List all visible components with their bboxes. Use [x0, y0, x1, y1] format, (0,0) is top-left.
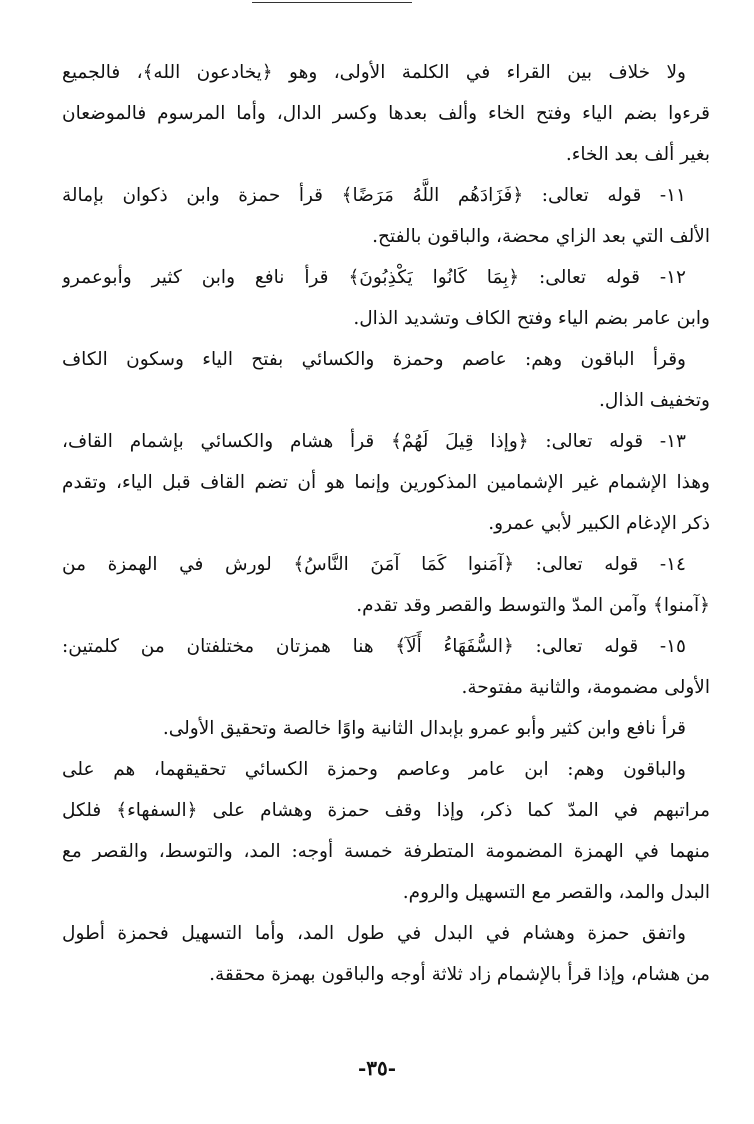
text-line: ١٢- قوله تعالى: ﴿بِمَا كَانُوا يَكْذِبُونَ﴾ قرأ نافع وابن كثير وأبوعمرو: [62, 267, 686, 288]
text-line: ١٥- قوله تعالى: ﴿السُّفَهَاءُ أَلَآ﴾ هنا همزتان مختلفتان من كلمتين:: [62, 636, 686, 657]
text-line: الأولى مضمومة، والثانية مفتوحة.: [461, 677, 710, 698]
text-line: وابن عامر بضم الياء وفتح الكاف وتشديد الذال.: [353, 308, 710, 329]
text-line: ﴿آمنوا﴾ وآمن المدّ والتوسط والقصر وقد تقدم.: [356, 595, 710, 616]
text-line: منهما في الهمزة المضمومة المتطرفة خمسة أوجه: المد، والتوسط، والقصر مع: [62, 841, 710, 862]
text-line: والباقون وهم: ابن عامر وعاصم وحمزة الكسائي تحقيقهما، هم على: [62, 759, 686, 780]
paragraph: [62, 175, 710, 257]
text-line: ١٣- قوله تعالى: ﴿وإذا قِيلَ لَهُمْ﴾ قرأ هشام والكسائي بإشمام القاف،: [62, 431, 686, 452]
paragraph: [62, 913, 710, 995]
text-line: البدل والمد، والقصر مع التسهيل والروم.: [402, 882, 710, 903]
text-line: قرءوا بضم الياء وفتح الخاء وألف بعدها وكسر الدال، وأما المرسوم فالموضعان: [62, 103, 710, 124]
text-line: ١١- قوله تعالى: ﴿فَزَادَهُم اللَّهُ مَرَضًا﴾ قرأ حمزة وابن ذكوان بإمالة: [62, 185, 686, 206]
text-line: وتخفيف الذال.: [599, 390, 710, 411]
paragraph: [62, 257, 710, 339]
paragraph: [62, 544, 710, 626]
top-rule: [252, 2, 412, 3]
paragraph: [62, 52, 710, 175]
text-line: واتفق حمزة وهشام في البدل في طول المد، وأما التسهيل فحمزة أطول: [62, 923, 686, 944]
page-body: [62, 52, 710, 995]
paragraph: [62, 749, 710, 913]
text-line: الألف التي بعد الزاي محضة، والباقون بالفتح.: [372, 226, 710, 247]
text-line: قرأ نافع وابن كثير وأبو عمرو بإبدال الثانية واوًا خالصة وتحقيق الأولى.: [162, 718, 686, 739]
text-line: ولا خلاف بين القراء في الكلمة الأولى، وهو ﴿يخادعون الله﴾، فالجميع: [62, 62, 686, 83]
text-line: ذكر الإدغام الكبير لأبي عمرو.: [488, 513, 710, 534]
paragraph: [62, 626, 710, 708]
text-line: وقرأ الباقون وهم: عاصم وحمزة والكسائي بفتح الياء وسكون الكاف: [62, 349, 686, 370]
paragraph: [62, 339, 710, 421]
text-line: ١٤- قوله تعالى: ﴿آمَنوا كَمَا آمَنَ النَّاسُ﴾ لورش في الهمزة من: [62, 554, 686, 575]
paragraph: [62, 421, 710, 544]
text-line: وهذا الإشمام غير الإشمامين المذكورين وإنما هو أن تضم القاف قبل الياء، وتقدم: [62, 472, 710, 493]
paragraph: [62, 708, 710, 749]
text-line: بغير ألف بعد الخاء.: [565, 144, 710, 165]
text-line: مراتبهم في المدّ كما ذكر، وإذا وقف حمزة وهشام على ﴿السفهاء﴾ فلكل: [62, 800, 710, 821]
page-number: -٣٥-: [357, 1056, 397, 1080]
text-line: من هشام، وإذا قرأ بالإشمام زاد ثلاثة أوجه والباقون بهمزة محققة.: [209, 964, 710, 985]
